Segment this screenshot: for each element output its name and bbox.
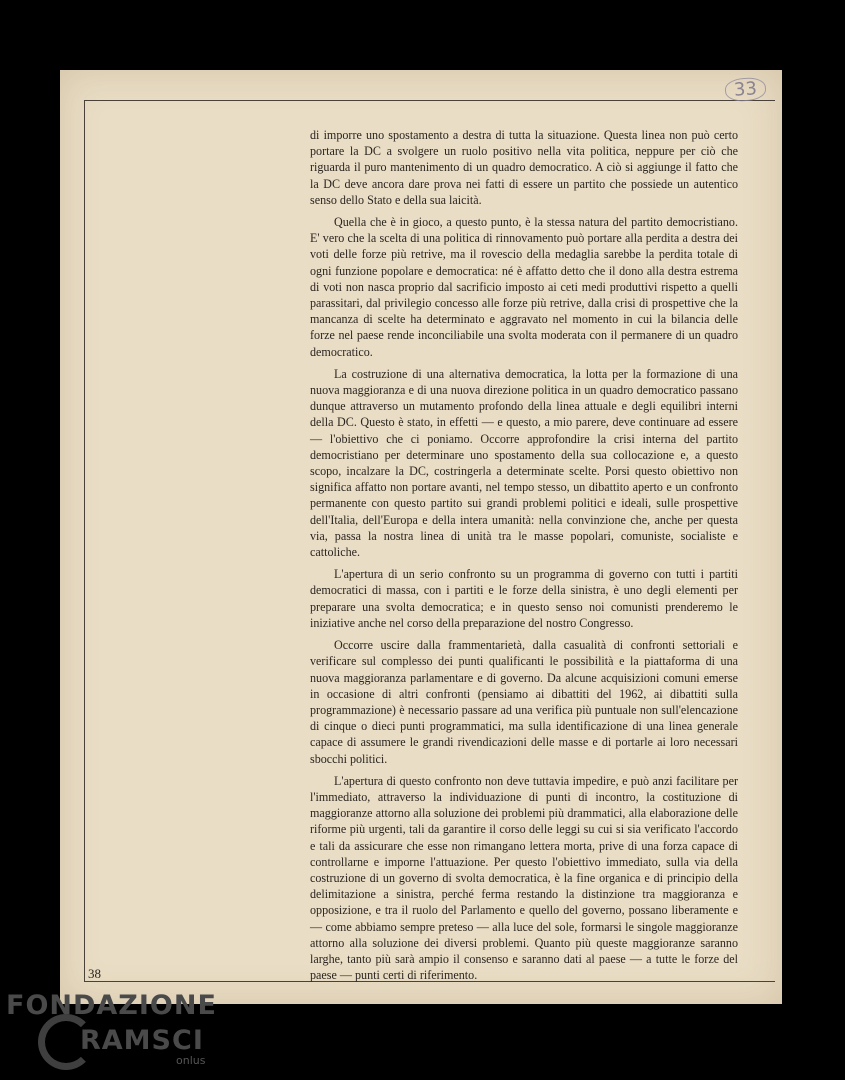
paragraph: La costruzione di una alternativa democratica, la lotta per la formazione di una nuova maggioranza e di una nuova direzione politica in un quadro democratico passano dunque attraverso un mutamento profondo della linea attuale e degli equilibri interni della DC. Questo è stato, in effetti — e questo, a mio parere, deve continuare ad essere — l'obiettivo che ci poniamo. Occorre approfondire la crisi interna del partito democristiano per determinare uno spostamento della sua collocazione e, a questo scopo, incalzare la DC, costringerla a determinate scelte. Porsi questo obiettivo non significa affatto non portare avanti, nel tempo stesso, un dibattito aperto e un confronto permanente con questo partito sui grandi problemi politici e ideali, sulle prospettive dell'Italia, dell'Europa e della intera umanità: nella convinzione che, anche per questa via, passa la nostra linea di unità tra le masse popolari, comuniste, socialiste e cattoliche. <box>310 366 738 560</box>
page-number: 38 <box>88 966 101 981</box>
paragraph: Occorre uscire dalla frammentarietà, dalla casualità di confronti settoriali e verificare sul complesso dei punti qualificanti le possibilità e la piattaforma di una nuova maggioranza parlamentare e di governo. Da alcune acquisizioni comuni emerse in occasione di altri confronti (pensiamo ai dibattiti del 1962, ai dibattiti sulla programmazione) è necessario passare ad una verifica più puntuale non sull'elencazione di cinque o dieci punti programmatici, ma sulla identificazione di una linea generale capace di assumere le grandi rivendicazioni delle masse e di portarle ai loro necessari sbocchi politici. <box>310 638 738 766</box>
body-text <box>310 127 738 989</box>
paragraph: Quella che è in gioco, a questo punto, è la stessa natura del partito democristiano. E' vero che la scelta di una politica di rinnovamento può portare alla perdita a destra dei voti delle forze più retrive, ma il rovescio della medaglia sarebbe la perdita totale di ogni funzione popolare e democratica: né è affatto detto che il dono alla destra estrema di voti non nasca proprio dal sacrificio imposto ai ceti medi produttivi rispetto a quelli parassitari, dal privilegio concesso alle forze più retrive, dalla crisi di prospettive che la mancanza di scelte ha determinato e aggravato nel momento in cui la bilancia delle forze nel paese rende inconciliabile una svolta moderata con il permanere di un quadro democratico. <box>310 215 738 359</box>
logo-line-2: RAMSCI <box>80 1025 204 1056</box>
logo-line-1: FONDAZIONE <box>6 990 217 1021</box>
archive-number-stamp: 33 <box>724 77 766 103</box>
logo-suffix: onlus <box>176 1054 206 1067</box>
paragraph: L'apertura di un serio confronto su un programma di governo con tutti i partiti democratici di massa, con i partiti e le forze della sinistra, è uno degli elementi per preparare una svolta democratica; e in questo senso noi comunisti prenderemo le iniziative anche nel corso della preparazione del nostro Congresso. <box>310 567 738 630</box>
fondazione-gramsci-logo <box>6 990 246 1070</box>
paragraph: di imporre uno spostamento a destra di tutta la situazione. Questa linea non può certo portare la DC a svolgere un ruolo positivo nella vita politica, neppure per ciò che riguarda il puro mantenimento di un quadro democratico. A ciò si aggiunge il fatto che la DC deve ancora dare prova nei fatti di essere un partito che possiede un autentico senso dello Stato e della sua laicità. <box>310 128 738 207</box>
paragraph: L'apertura di questo confronto non deve tuttavia impedire, e può anzi facilitare per l'immediato, attraverso la individuazione di punti di incontro, la costituzione di maggioranze attorno alla soluzione dei problemi più drammatici, alla elaborazione delle riforme più urgenti, tali da garantire il corso delle leggi su cui si sia verificato l'accordo e tali da assicurare che esse non rimangano lettera morta, prive di una forza capace di controllarne e imporne l'attuazione. Per questo l'obiettivo immediato, sulla via della costruzione di un governo di svolta democratica, è la fine organica e di principio della delimitazione a sinistra, perché ferma restando la distinzione tra maggioranza e opposizione, e tra il ruolo del Parlamento e quello del governo, possano liberamente e — come abbiamo sempre preteso — alla luce del sole, formarsi le singole maggioranze attorno alla soluzione dei diversi problemi. Quanto più queste maggioranze saranno larghe, tanto più sarà ampio il consenso e saranno dati al paese — a tutte le forze del paese — punti certi di riferimento. <box>310 773 738 983</box>
document-page <box>60 70 782 1004</box>
